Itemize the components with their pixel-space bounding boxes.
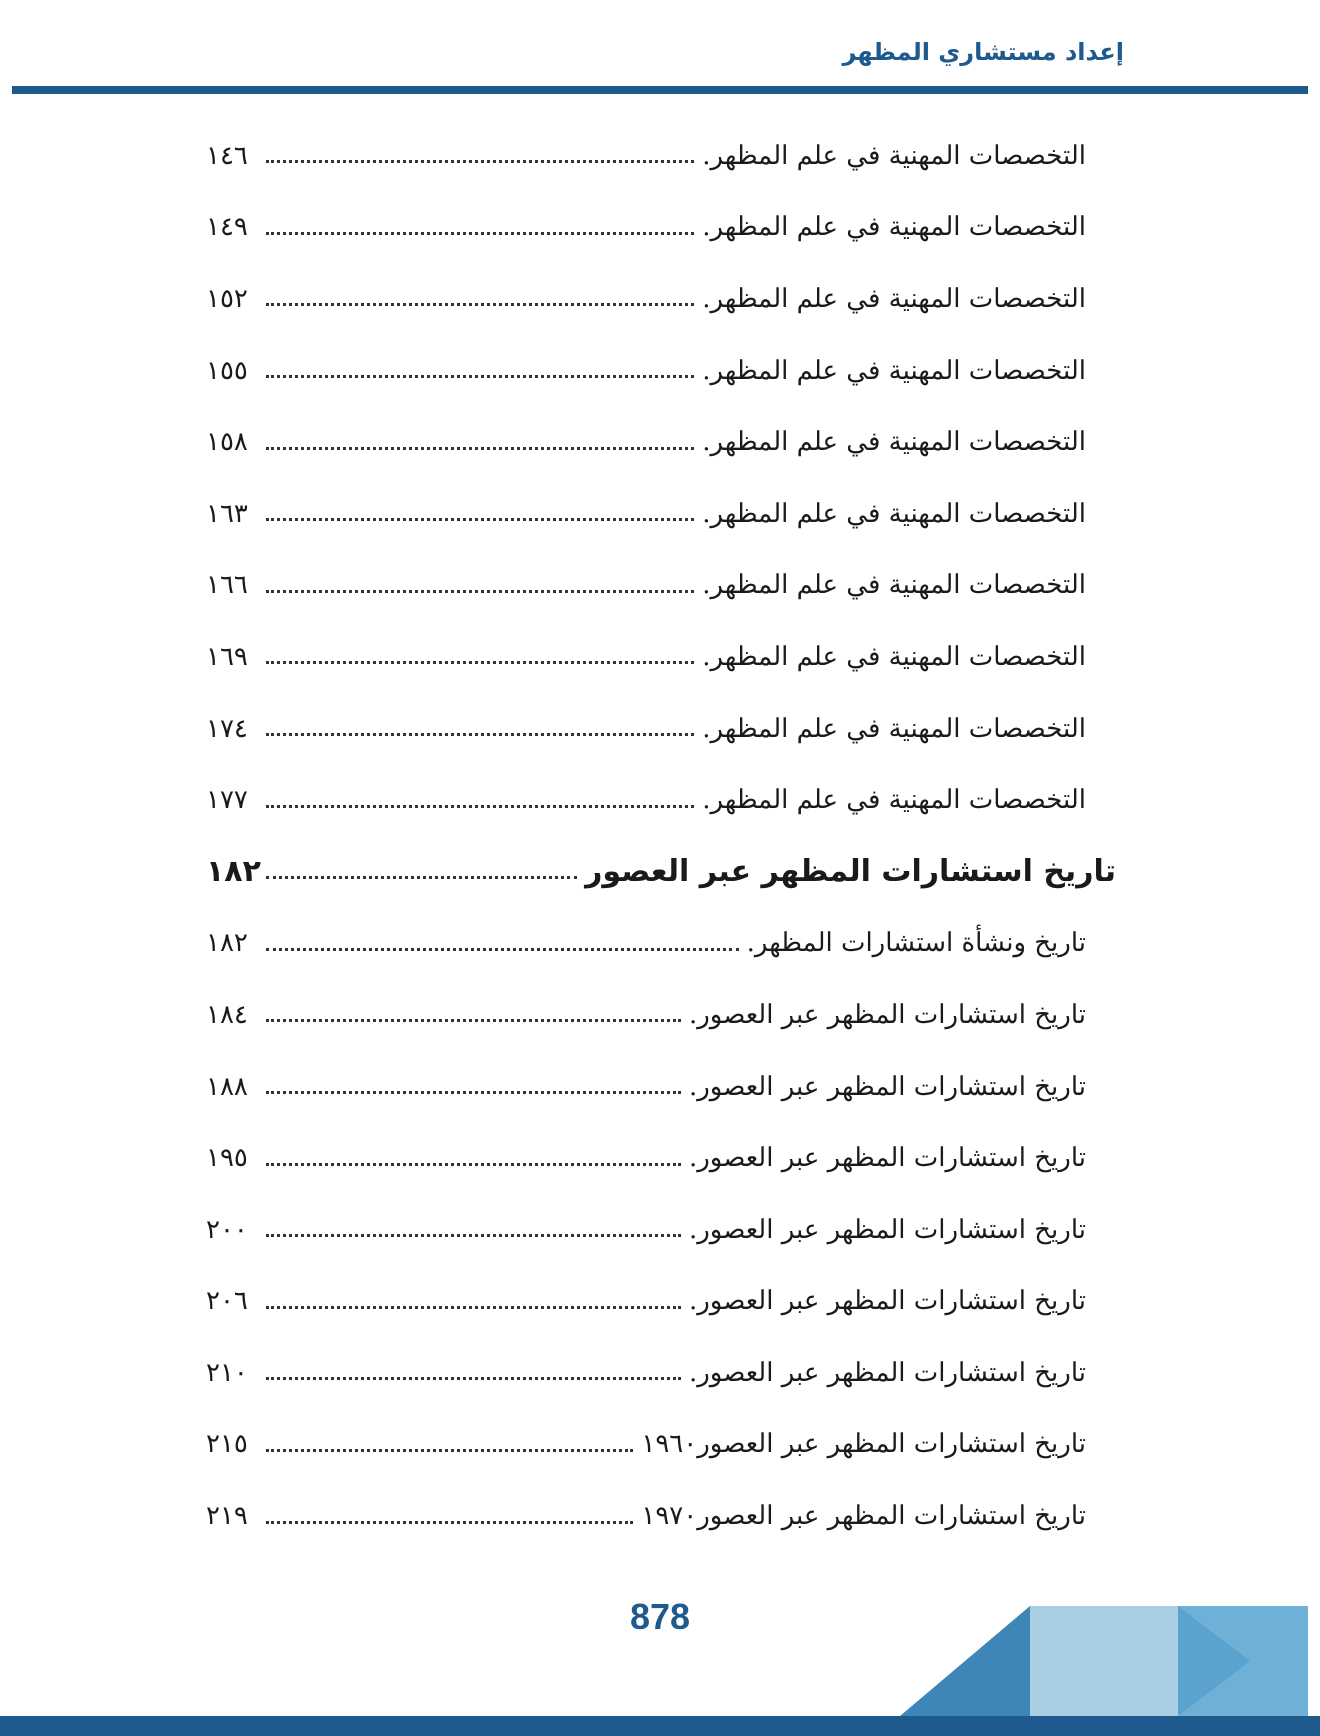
footer-triangle-dark (900, 1606, 1030, 1716)
toc-entry-title: تاريخ استشارات المظهر عبر العصور (585, 854, 1116, 890)
toc-entry (206, 550, 1086, 622)
toc-entry-page-number: ١٤٩ (206, 212, 248, 243)
toc-entry (206, 621, 1086, 693)
toc-entry-page-number: ٢١٠ (206, 1357, 248, 1388)
footer-bar (0, 1716, 1320, 1736)
toc-entry (206, 693, 1086, 765)
toc-entry-page-number: ١٧٧ (206, 785, 248, 816)
dot-leader (266, 1306, 681, 1309)
toc-entry-title: التخصصات المهنية في علم المظهر. (702, 498, 1086, 529)
toc-entry-page-number: ١٥٢ (206, 283, 248, 314)
dot-leader (266, 1521, 633, 1524)
toc-entry-page-number: ١٥٥ (206, 355, 248, 386)
running-header-title: إعداد مستشاري المظهر (842, 38, 1124, 66)
toc-entry (206, 1480, 1086, 1552)
toc-entry-page-number: ١٦٦ (206, 570, 248, 601)
toc-entry-title: التخصصات المهنية في علم المظهر. (702, 427, 1086, 458)
toc-entry-title: تاريخ استشارات المظهر عبر العصور. (688, 1143, 1086, 1174)
dot-leader (266, 303, 694, 306)
toc-entry-title: تاريخ استشارات المظهر عبر العصور. (688, 999, 1086, 1030)
toc-entry-title: التخصصات المهنية في علم المظهر. (702, 570, 1086, 601)
toc-entry (206, 1409, 1086, 1481)
toc-entry-title: تاريخ استشارات المظهر عبر العصور. (688, 1214, 1086, 1245)
toc-entry (206, 1266, 1086, 1338)
toc-entry-page-number: ١٩٥ (206, 1143, 248, 1174)
toc-entry-title: تاريخ استشارات المظهر عبر العصور. (688, 1357, 1086, 1388)
toc-section-heading (206, 836, 1116, 908)
dot-leader (266, 160, 694, 163)
toc-entry-title: تاريخ استشارات المظهر عبر العصور١٩٧٠ (641, 1501, 1086, 1532)
toc-entry-page-number: ٢٠٠ (206, 1214, 248, 1245)
toc-entry (206, 335, 1086, 407)
toc-entry-page-number: ٢٠٦ (206, 1286, 248, 1317)
dot-leader (266, 1234, 681, 1237)
toc-entry-page-number: ١٨٢ (206, 854, 261, 890)
toc-entry-page-number: ١٥٨ (206, 427, 248, 458)
toc-entry (206, 192, 1086, 264)
dot-leader (266, 375, 694, 378)
dot-leader (266, 1091, 681, 1094)
toc-entry-title: التخصصات المهنية في علم المظهر. (702, 713, 1086, 744)
toc-entry-title: التخصصات المهنية في علم المظهر. (702, 283, 1086, 314)
dot-leader (266, 876, 577, 879)
toc-entry (206, 1337, 1086, 1409)
toc-entry-title: التخصصات المهنية في علم المظهر. (702, 641, 1086, 672)
toc-entry (206, 1122, 1086, 1194)
footer-panel-mid (1178, 1606, 1308, 1716)
toc-entry (206, 764, 1086, 836)
dot-leader (266, 232, 694, 235)
header-rule (12, 86, 1308, 94)
dot-leader (266, 518, 694, 521)
toc-entry (206, 979, 1086, 1051)
toc-entry-page-number: ١٨٤ (206, 999, 248, 1030)
table-of-contents (206, 120, 1116, 1552)
toc-entry-title: التخصصات المهنية في علم المظهر. (702, 140, 1086, 171)
toc-entry-page-number: ١٦٣ (206, 498, 248, 529)
toc-entry (206, 1194, 1086, 1266)
toc-entry-title: التخصصات المهنية في علم المظهر. (702, 212, 1086, 243)
toc-entry-title: تاريخ استشارات المظهر عبر العصور. (688, 1071, 1086, 1102)
dot-leader (266, 1377, 681, 1380)
dot-leader (266, 661, 694, 664)
toc-entry-page-number: ١٦٩ (206, 641, 248, 672)
dot-leader (266, 1163, 681, 1166)
toc-entry-title: التخصصات المهنية في علم المظهر. (702, 785, 1086, 816)
dot-leader (266, 948, 739, 951)
toc-entry-page-number: ١٧٤ (206, 713, 248, 744)
dot-leader (266, 1449, 633, 1452)
toc-entry (206, 406, 1086, 478)
toc-entry-title: تاريخ استشارات المظهر عبر العصور. (688, 1286, 1086, 1317)
dot-leader (266, 1019, 681, 1022)
toc-entry (206, 120, 1086, 192)
toc-entry (206, 478, 1086, 550)
dot-leader (266, 447, 694, 450)
toc-entry-title: تاريخ استشارات المظهر عبر العصور١٩٦٠ (641, 1429, 1086, 1460)
footer-panel-light (1030, 1606, 1178, 1716)
toc-entry-page-number: ١٨٢ (206, 928, 248, 959)
dot-leader (266, 733, 694, 736)
toc-entry-page-number: ٢١٩ (206, 1501, 248, 1532)
toc-entry-page-number: ١٤٦ (206, 140, 248, 171)
toc-entry-title: التخصصات المهنية في علم المظهر. (702, 355, 1086, 386)
page-number: 878 (629, 1596, 691, 1637)
toc-entry-page-number: ١٨٨ (206, 1071, 248, 1102)
toc-entry-page-number: ٢١٥ (206, 1429, 248, 1460)
toc-entry (206, 1051, 1086, 1123)
dot-leader (266, 805, 694, 808)
toc-entry (206, 908, 1086, 980)
dot-leader (266, 590, 694, 593)
toc-entry (206, 263, 1086, 335)
footer-arrow-shape (1178, 1606, 1250, 1716)
toc-entry-title: تاريخ ونشأة استشارات المظهر. (746, 928, 1086, 959)
